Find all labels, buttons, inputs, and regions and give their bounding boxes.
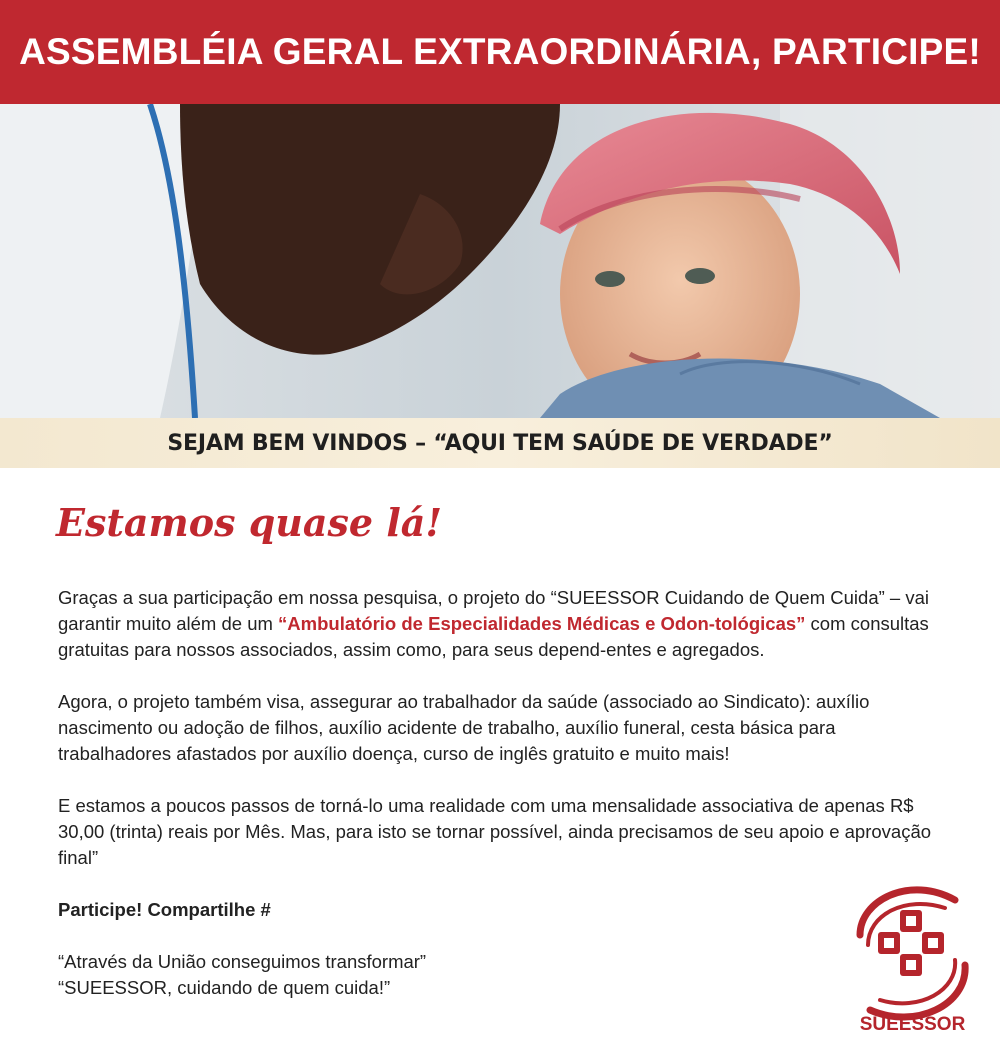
paragraph-1-end: com consultas gratuitas para nossos associados, assim como, para seus depend-entes e agregados. bbox=[58, 613, 929, 660]
paragraph-1-start: Graças a sua participação em nossa pesquisa, o projeto do “SUEESSOR Cuidando de Quem Cuida” – vai garantir muito além de um bbox=[58, 587, 929, 634]
paragraph-2: Agora, o projeto também visa, assegurar ao trabalhador da saúde (associado ao Sindicato): auxílio nascimento ou adoção de filhos, auxílio acidente de trabalho, auxílio funeral, cesta básica para trabalhadores afastados por auxílio doença, curso de inglês gratuito e muito mais! bbox=[58, 691, 870, 764]
call-to-action: Participe! Compartilhe # bbox=[58, 899, 271, 920]
subtitle-text: SEJAM BEM VINDOS – “AQUI TEM SAÚDE DE VERDADE” bbox=[167, 430, 833, 456]
quote-1: “Através da União conseguimos transformar” bbox=[58, 951, 427, 972]
logo-text: SUEESSOR bbox=[859, 1014, 966, 1035]
headline: Estamos quase lá! bbox=[56, 500, 443, 545]
ambulatorio-highlight: “Ambulatório de Especialidades Médicas e Odon-tológicas” bbox=[278, 613, 806, 634]
hero-photo bbox=[0, 104, 1000, 418]
quote-2: “SUEESSOR, cuidando de quem cuida!” bbox=[58, 977, 391, 998]
subtitle-bar bbox=[0, 418, 1000, 468]
body-text bbox=[58, 585, 938, 1001]
paragraph-3: E estamos a poucos passos de torná-lo uma realidade com uma mensalidade associativa de apenas R$ 30,00 (trinta) reais por Mês. Mas, para isto se tornar possível, ainda precisamos de seu apoio e aprovação final” bbox=[58, 795, 932, 868]
banner-title: ASSEMBLÉIA GERAL EXTRAORDINÁRIA, PARTICIPE! bbox=[19, 31, 981, 72]
top-banner bbox=[0, 0, 1000, 104]
closing-quotes bbox=[58, 949, 938, 1001]
paragraph-1 bbox=[58, 585, 938, 663]
